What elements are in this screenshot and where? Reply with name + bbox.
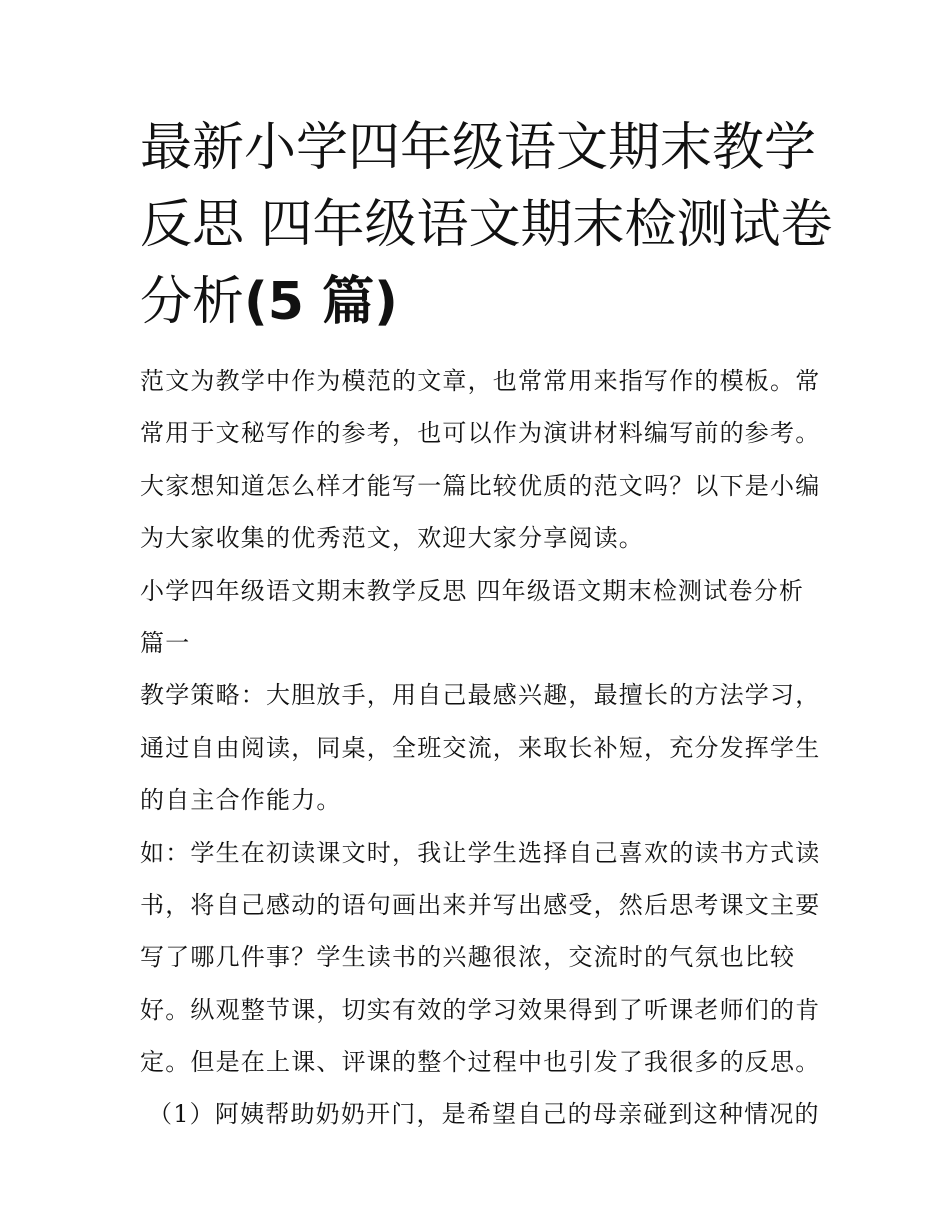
text-line: 小学四年级语文期末教学反思 四年级语文期末检测试卷分析: [140, 576, 805, 605]
title-line-3: 分析: [140, 272, 245, 332]
text-line: 常用于文秘写作的参考，也可以作为演讲材料编写前的参考。: [140, 419, 821, 448]
text-line: 的自主合作能力。: [140, 786, 342, 815]
title-line-2: 反思 四年级语文期末检测试卷: [140, 195, 833, 255]
example-paragraph: [140, 827, 830, 1089]
text-line: 篇一: [140, 628, 191, 657]
strategy-paragraph: [140, 669, 830, 826]
text-line: 定。但是在上课、评课的整个过程中也引发了我很多的反思。: [140, 1048, 821, 1077]
text-line: 为大家收集的优秀范文，欢迎大家分享阅读。: [140, 524, 644, 553]
title-count: (5 篇): [244, 272, 398, 332]
section-heading: [140, 565, 830, 670]
text-line: 写了哪几件事？学生读书的兴趣很浓，交流时的气氛也比较: [140, 943, 796, 972]
title-line-1: 最新小学四年级语文期末教学: [140, 118, 817, 178]
text-line: 通过自由阅读，同桌，全班交流，来取长补短，充分发挥学生: [140, 733, 821, 762]
text-line: 大家想知道怎么样才能写一篇比较优质的范文吗？以下是小编: [140, 471, 821, 500]
text-line: 范文为教学中作为模范的文章，也常常用来指写作的模板。常: [140, 367, 821, 395]
text-line: （1）阿姨帮助奶奶开门，是希望自己的母亲碰到这种情况的: [148, 1100, 820, 1129]
intro-paragraph: [140, 355, 830, 565]
text-line: 书，将自己感动的语句画出来并写出感受，然后思考课文主要: [140, 890, 821, 919]
numbered-item-paragraph: [140, 1088, 830, 1140]
text-line: 如：学生在初读课文时，我让学生选择自己喜欢的读书方式读: [140, 838, 821, 867]
document-title: [140, 110, 840, 341]
text-line: 好。纵观整节课，切实有效的学习效果得到了听课老师们的肯: [140, 995, 821, 1024]
document-body: [140, 355, 830, 1141]
text-line: 教学策略：大胆放手，用自己最感兴趣，最擅长的方法学习，: [140, 681, 821, 710]
